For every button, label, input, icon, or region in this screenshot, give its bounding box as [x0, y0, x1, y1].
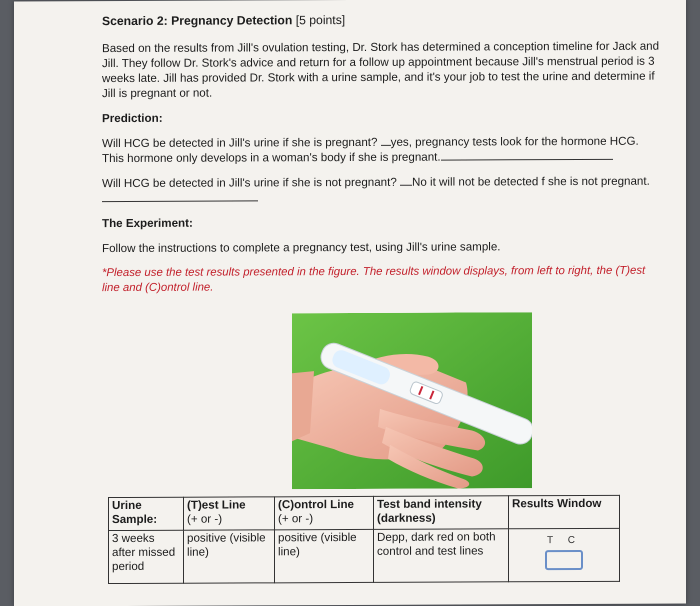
prediction-a1-text: yes, pregnancy tests look for the hormone HCG. This hormone only develops in a woman's body if she is pregnant.: [102, 134, 639, 166]
scenario-title-text: Scenario 2: Pregnancy Detection: [102, 13, 293, 29]
cell-test-line: positive (visible line): [184, 530, 275, 583]
experiment-note: *Please use the test results presented in the figure. The results window displays, from left to right, the (T)est line and (C)ontrol line.: [102, 264, 646, 295]
header-test-line-sign: (+ or -): [187, 512, 223, 526]
scenario-points: [5 points]: [295, 13, 346, 28]
hand-holding-test-illustration: [292, 312, 532, 489]
results-table-header-row: [109, 495, 620, 530]
answer-blank: [400, 185, 412, 186]
header-urine-sample: Urine Sample:: [109, 497, 184, 530]
scenario-title: [102, 12, 662, 29]
prediction-q2: [102, 174, 662, 206]
scenario-intro: Based on the results from Jill's ovulation testing, Dr. Stork has determined a conception timeline for Jack and Jill. They follow Dr. Stork's advice and return for a follow up appointment because Jill's menstrual period is 3 weeks late. Jill has provided Dr. Stork with a urine sample, and it's your job to test the urine and determine if Jill is pregnant or not.: [102, 39, 660, 101]
header-test-line: [184, 497, 275, 530]
answer-blank: [441, 159, 613, 161]
cell-urine-sample: 3 weeks after missed period: [109, 530, 184, 583]
cell-control-line: positive (visible line): [275, 529, 374, 582]
pregnancy-test-photo: [292, 312, 532, 489]
table-row: [109, 528, 620, 583]
experiment-instruction: Follow the instructions to complete a pregnancy test, using Jill's urine sample.: [102, 240, 501, 256]
cell-results-window: [509, 528, 620, 581]
answer-blank: [102, 200, 258, 202]
results-window-icon: [545, 550, 583, 570]
header-control-line-sign: (+ or -): [278, 512, 314, 526]
header-control-line-label: (C)ontrol Line: [278, 497, 354, 512]
results-table-container: [108, 495, 628, 584]
prediction-heading: Prediction:: [102, 111, 163, 126]
answer-blank: [381, 145, 391, 146]
results-table: [108, 495, 620, 584]
prediction-a2-text: No it will not be detected f she is not pregnant.: [412, 174, 650, 189]
experiment-heading: The Experiment:: [102, 216, 193, 231]
results-window-labels: T C: [547, 534, 581, 547]
cell-intensity: Depp, dark red on both control and test lines: [374, 529, 509, 583]
header-test-line-label: (T)est Line: [187, 498, 246, 512]
prediction-q1: [102, 134, 662, 166]
header-control-line: [275, 496, 374, 529]
prediction-q1-text: Will HCG be detected in Jill's urine if she is pregnant?: [102, 135, 381, 151]
prediction-q2-text: Will HCG be detected in Jill's urine if she is not pregnant?: [102, 175, 400, 191]
header-intensity: Test band intensity (darkness): [374, 496, 509, 530]
header-results-window: Results Window: [509, 495, 620, 528]
worksheet-page: [14, 0, 686, 606]
worksheet-content: [102, 9, 662, 574]
